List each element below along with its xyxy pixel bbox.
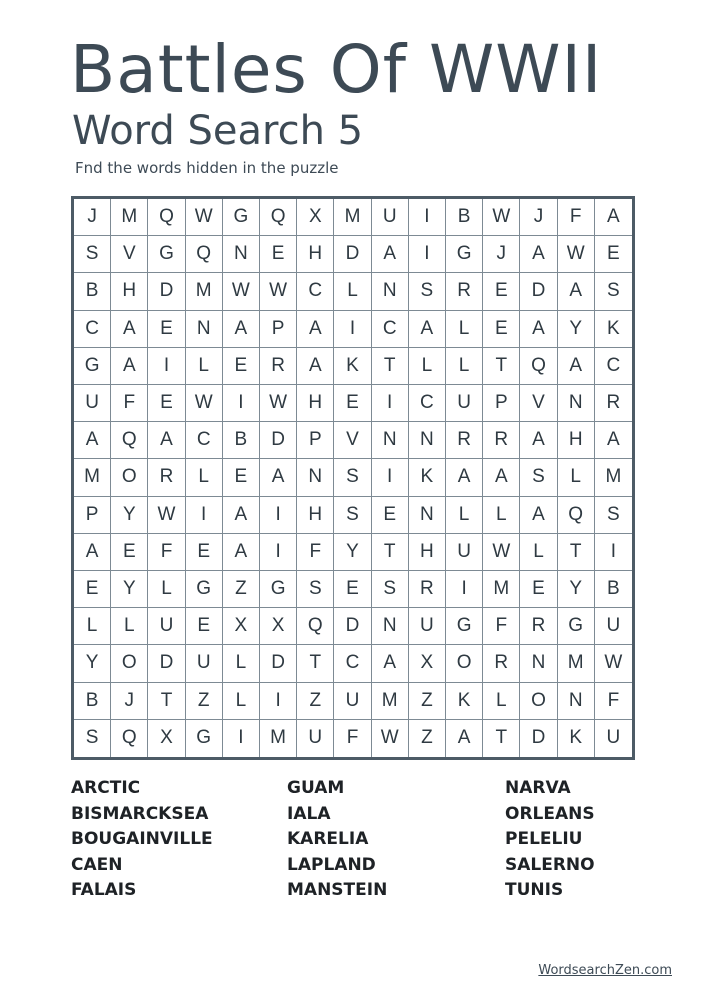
grid-cell: E: [74, 571, 111, 608]
grid-cell: A: [520, 497, 557, 534]
grid-cell: E: [186, 534, 223, 571]
grid-cell: Z: [297, 683, 334, 720]
grid-cell: A: [446, 459, 483, 496]
grid-cell: N: [372, 273, 409, 310]
grid-cell: M: [372, 683, 409, 720]
grid-cell: W: [372, 720, 409, 757]
grid-cell: L: [223, 645, 260, 682]
grid-cell: V: [111, 236, 148, 273]
grid-cell: Z: [186, 683, 223, 720]
grid-cell: A: [595, 199, 632, 236]
grid-cell: D: [334, 236, 371, 273]
grid-cell: Q: [558, 497, 595, 534]
grid-cell: G: [186, 720, 223, 757]
grid-cell: X: [260, 608, 297, 645]
grid-cell: E: [520, 571, 557, 608]
grid-cell: T: [297, 645, 334, 682]
word-search-grid-frame: [71, 196, 635, 760]
grid-cell: N: [186, 311, 223, 348]
grid-cell: C: [334, 645, 371, 682]
grid-cell: W: [558, 236, 595, 273]
grid-cell: E: [186, 608, 223, 645]
grid-cell: S: [334, 497, 371, 534]
grid-cell: P: [260, 311, 297, 348]
grid-cell: I: [409, 236, 446, 273]
grid-cell: E: [595, 236, 632, 273]
grid-cell: T: [372, 348, 409, 385]
grid-cell: I: [372, 385, 409, 422]
grid-cell: L: [446, 311, 483, 348]
grid-cell: N: [558, 683, 595, 720]
grid-cell: U: [186, 645, 223, 682]
grid-cell: I: [334, 311, 371, 348]
grid-cell: C: [186, 422, 223, 459]
grid-cell: U: [372, 199, 409, 236]
grid-cell: R: [483, 645, 520, 682]
instructions-text: Fnd the words hidden in the puzzle: [75, 159, 339, 177]
word-list: [71, 776, 671, 906]
grid-cell: O: [446, 645, 483, 682]
grid-cell: S: [334, 459, 371, 496]
grid-cell: I: [260, 497, 297, 534]
grid-cell: W: [186, 385, 223, 422]
grid-cell: L: [483, 497, 520, 534]
grid-cell: I: [186, 497, 223, 534]
grid-cell: B: [595, 571, 632, 608]
grid-cell: L: [186, 459, 223, 496]
grid-cell: A: [223, 497, 260, 534]
word-list-item: LAPLAND: [287, 854, 376, 875]
grid-cell: G: [223, 199, 260, 236]
grid-cell: D: [260, 645, 297, 682]
grid-cell: M: [260, 720, 297, 757]
grid-cell: A: [520, 311, 557, 348]
grid-cell: R: [520, 608, 557, 645]
grid-cell: R: [595, 385, 632, 422]
grid-cell: Z: [409, 683, 446, 720]
grid-cell: S: [595, 273, 632, 310]
grid-cell: G: [446, 608, 483, 645]
grid-cell: N: [558, 385, 595, 422]
grid-cell: K: [334, 348, 371, 385]
grid-cell: D: [520, 273, 557, 310]
grid-cell: N: [297, 459, 334, 496]
grid-cell: D: [148, 273, 185, 310]
grid-cell: U: [409, 608, 446, 645]
grid-cell: S: [297, 571, 334, 608]
grid-cell: E: [260, 236, 297, 273]
grid-cell: L: [186, 348, 223, 385]
grid-cell: I: [223, 385, 260, 422]
word-list-item: NARVA: [505, 778, 571, 798]
word-list-item: FALAIS: [71, 880, 137, 900]
grid-cell: Q: [520, 348, 557, 385]
grid-cell: G: [558, 608, 595, 645]
grid-cell: L: [74, 608, 111, 645]
grid-cell: Z: [223, 571, 260, 608]
grid-cell: S: [372, 571, 409, 608]
grid-cell: R: [446, 422, 483, 459]
grid-cell: Q: [111, 720, 148, 757]
grid-cell: C: [595, 348, 632, 385]
grid-cell: M: [595, 459, 632, 496]
grid-cell: Y: [111, 571, 148, 608]
grid-cell: T: [372, 534, 409, 571]
word-list-item: BISMARCKSEA: [71, 803, 209, 824]
grid-cell: D: [260, 422, 297, 459]
grid-cell: L: [223, 683, 260, 720]
grid-cell: X: [409, 645, 446, 682]
grid-cell: U: [446, 385, 483, 422]
grid-cell: U: [334, 683, 371, 720]
grid-cell: I: [223, 720, 260, 757]
grid-cell: A: [111, 311, 148, 348]
grid-cell: M: [558, 645, 595, 682]
grid-cell: L: [111, 608, 148, 645]
grid-cell: G: [74, 348, 111, 385]
grid-cell: A: [223, 311, 260, 348]
grid-cell: E: [111, 534, 148, 571]
grid-cell: W: [260, 385, 297, 422]
grid-cell: Q: [186, 236, 223, 273]
grid-cell: H: [409, 534, 446, 571]
grid-cell: M: [334, 199, 371, 236]
grid-cell: S: [595, 497, 632, 534]
grid-cell: S: [520, 459, 557, 496]
grid-cell: R: [148, 459, 185, 496]
grid-cell: J: [520, 199, 557, 236]
grid-cell: K: [558, 720, 595, 757]
grid-cell: W: [483, 534, 520, 571]
word-search-grid: [74, 199, 632, 757]
grid-cell: O: [111, 645, 148, 682]
grid-cell: S: [74, 720, 111, 757]
grid-cell: A: [372, 236, 409, 273]
grid-cell: R: [446, 273, 483, 310]
grid-cell: I: [595, 534, 632, 571]
grid-cell: S: [74, 236, 111, 273]
word-list-item: MANSTEIN: [287, 880, 388, 900]
grid-cell: Q: [260, 199, 297, 236]
grid-cell: L: [409, 348, 446, 385]
grid-cell: H: [111, 273, 148, 310]
grid-cell: L: [334, 273, 371, 310]
grid-cell: G: [446, 236, 483, 273]
grid-cell: I: [148, 348, 185, 385]
grid-cell: U: [148, 608, 185, 645]
grid-cell: K: [595, 311, 632, 348]
grid-cell: M: [483, 571, 520, 608]
grid-cell: A: [111, 348, 148, 385]
grid-cell: Q: [111, 422, 148, 459]
word-list-item: TUNIS: [505, 880, 564, 900]
grid-cell: F: [558, 199, 595, 236]
word-list-item: BOUGAINVILLE: [71, 829, 213, 849]
grid-cell: U: [606, 727, 621, 749]
grid-cell: H: [297, 385, 334, 422]
grid-cell: O: [520, 683, 557, 720]
grid-cell: I: [260, 683, 297, 720]
grid-cell: A: [74, 422, 111, 459]
grid-cell: A: [297, 311, 334, 348]
grid-cell: Y: [111, 497, 148, 534]
grid-cell: F: [595, 683, 632, 720]
grid-cell: P: [297, 422, 334, 459]
grid-cell: N: [223, 236, 260, 273]
word-list-item: SALERNO: [505, 854, 595, 875]
grid-cell: U: [74, 385, 111, 422]
grid-cell: A: [297, 348, 334, 385]
grid-cell: H: [558, 422, 595, 459]
grid-cell: N: [372, 608, 409, 645]
word-list-item: ARCTIC: [71, 778, 141, 798]
grid-cell: A: [520, 422, 557, 459]
grid-cell: B: [446, 199, 483, 236]
grid-cell: T: [483, 720, 520, 757]
grid-cell: N: [372, 422, 409, 459]
grid-cell: T: [483, 348, 520, 385]
grid-cell: G: [148, 236, 185, 273]
word-list-item: GUAM: [287, 778, 345, 798]
grid-cell: C: [297, 273, 334, 310]
grid-cell: B: [74, 273, 111, 310]
grid-cell: T: [558, 534, 595, 571]
grid-cell: Y: [334, 534, 371, 571]
grid-cell: K: [446, 683, 483, 720]
grid-cell: X: [223, 608, 260, 645]
grid-cell: A: [558, 273, 595, 310]
puzzle-title: Battles Of WWII: [70, 31, 603, 108]
grid-cell: Q: [297, 608, 334, 645]
grid-cell: W: [223, 273, 260, 310]
grid-cell: X: [297, 199, 334, 236]
grid-cell: J: [483, 236, 520, 273]
grid-cell: X: [148, 720, 185, 757]
grid-cell: F: [111, 385, 148, 422]
grid-cell: E: [334, 571, 371, 608]
grid-cell: Q: [148, 199, 185, 236]
grid-cell: A: [74, 534, 111, 571]
grid-cell: M: [111, 199, 148, 236]
grid-cell: P: [74, 497, 111, 534]
grid-cell: E: [223, 348, 260, 385]
grid-cell: M: [186, 273, 223, 310]
grid-cell: A: [372, 645, 409, 682]
grid-cell: L: [520, 534, 557, 571]
word-list-item: IALA: [287, 803, 331, 824]
grid-cell: G: [186, 571, 223, 608]
grid-cell: C: [74, 311, 111, 348]
grid-cell: C: [372, 311, 409, 348]
grid-cell: E: [223, 459, 260, 496]
grid-cell: A: [558, 348, 595, 385]
grid-cell: E: [483, 311, 520, 348]
grid-cell: I: [260, 534, 297, 571]
grid-cell: V: [520, 385, 557, 422]
grid-cell: F: [297, 534, 334, 571]
grid-cell: C: [409, 385, 446, 422]
grid-cell: R: [260, 348, 297, 385]
grid-cell: V: [334, 422, 371, 459]
grid-cell: A: [595, 422, 632, 459]
word-list-item: PELELIU: [505, 829, 583, 849]
word-list-column: [71, 776, 213, 904]
grid-cell: L: [446, 497, 483, 534]
word-list-item: ORLEANS: [505, 803, 595, 824]
grid-cell: N: [520, 645, 557, 682]
grid-cell: J: [111, 683, 148, 720]
grid-cell: P: [483, 385, 520, 422]
grid-cell: I: [372, 459, 409, 496]
grid-cell: Y: [558, 311, 595, 348]
grid-cell: D: [334, 608, 371, 645]
grid-cell: Y: [74, 645, 111, 682]
grid-cell: L: [483, 683, 520, 720]
grid-cell: T: [148, 683, 185, 720]
grid-cell: U: [595, 608, 632, 645]
grid-cell: N: [409, 422, 446, 459]
grid-cell: E: [334, 385, 371, 422]
grid-cell: A: [446, 720, 483, 757]
grid-cell: A: [409, 311, 446, 348]
grid-cell: R: [483, 422, 520, 459]
grid-cell: F: [334, 720, 371, 757]
grid-cell: Z: [409, 720, 446, 757]
grid-cell: W: [260, 273, 297, 310]
grid-cell: A: [520, 236, 557, 273]
grid-cell: F: [483, 608, 520, 645]
site-credit-link[interactable]: WordsearchZen.com: [538, 963, 672, 978]
grid-cell: I: [409, 199, 446, 236]
word-list-column: [287, 776, 387, 904]
grid-cell: L: [148, 571, 185, 608]
grid-cell: B: [223, 422, 260, 459]
grid-cell: J: [74, 199, 111, 236]
grid-cell: A: [223, 534, 260, 571]
grid-cell: E: [483, 273, 520, 310]
grid-cell: W: [186, 199, 223, 236]
grid-cell: G: [260, 571, 297, 608]
grid-cell: D: [520, 720, 557, 757]
grid-cell: U: [297, 720, 334, 757]
grid-cell: Y: [558, 571, 595, 608]
grid-cell: E: [148, 311, 185, 348]
grid-cell: M: [74, 459, 111, 496]
grid-cell: W: [595, 645, 632, 682]
grid-cell: L: [446, 348, 483, 385]
word-list-item: CAEN: [71, 854, 123, 875]
grid-cell: L: [558, 459, 595, 496]
grid-cell: U: [446, 534, 483, 571]
grid-cell: E: [148, 385, 185, 422]
puzzle-subtitle: Word Search 5: [72, 108, 364, 154]
grid-cell: A: [260, 459, 297, 496]
grid-cell: D: [148, 645, 185, 682]
grid-cell: O: [111, 459, 148, 496]
grid-cell: S: [409, 273, 446, 310]
grid-cell: W: [483, 199, 520, 236]
word-list-item: KARELIA: [287, 829, 369, 849]
grid-cell: N: [409, 497, 446, 534]
grid-cell: I: [446, 571, 483, 608]
word-list-column: [505, 776, 595, 904]
grid-cell: W: [148, 497, 185, 534]
grid-cell: H: [297, 497, 334, 534]
grid-cell: F: [148, 534, 185, 571]
grid-cell: K: [409, 459, 446, 496]
grid-cell: A: [148, 422, 185, 459]
grid-cell: B: [74, 683, 111, 720]
grid-cell: A: [483, 459, 520, 496]
grid-cell: H: [297, 236, 334, 273]
grid-cell: R: [409, 571, 446, 608]
grid-cell: E: [372, 497, 409, 534]
